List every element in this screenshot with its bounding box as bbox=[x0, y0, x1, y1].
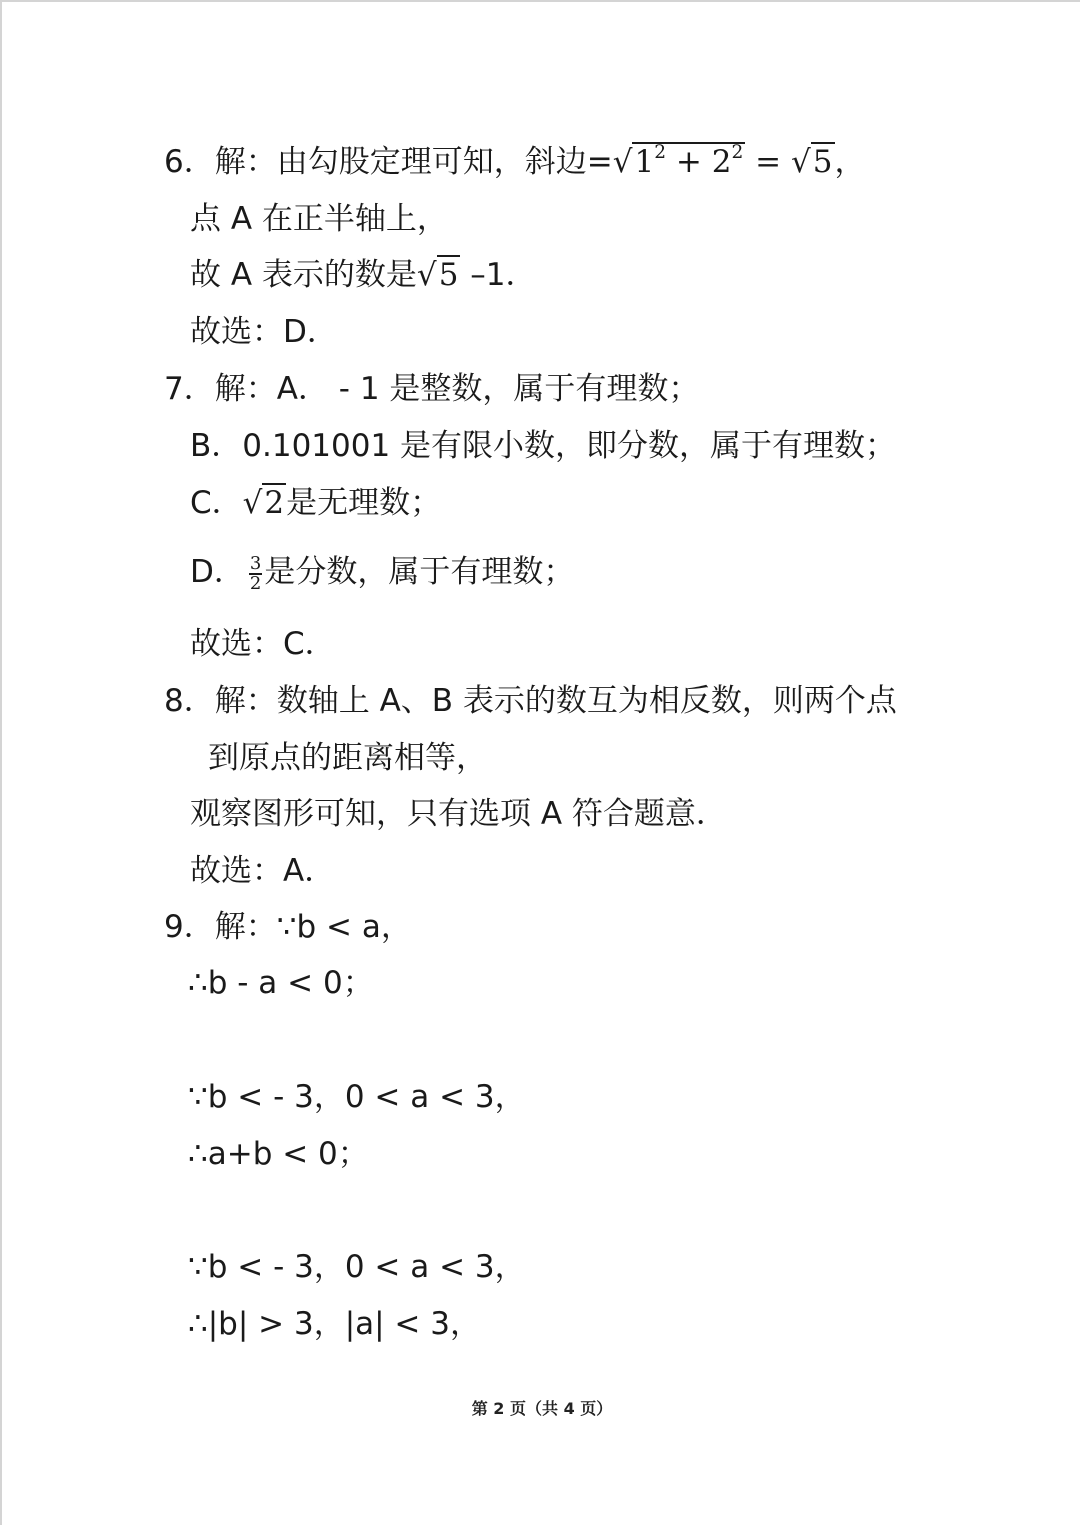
problem-7-answer: 故选：C． bbox=[190, 626, 336, 662]
option-a: A． - 1 是整数，属于有理数； bbox=[276, 371, 700, 407]
solve-label: 解： bbox=[214, 144, 277, 180]
option-d: D． $\frac{3}{2}$ 是分数，属于有理数； bbox=[190, 552, 575, 594]
problem-6-answer: 故选：D． bbox=[190, 314, 338, 350]
fraction: $\frac{3}{2}$ bbox=[249, 552, 262, 594]
problem-number: 6． bbox=[164, 144, 215, 180]
problem-9-line-6: ∴|b| > 3，|a| < 3， bbox=[188, 1306, 481, 1342]
sqrt-value: √5 bbox=[416, 257, 459, 293]
problem-9-line-5: ∵b < - 3，0 < a < 3， bbox=[188, 1249, 526, 1285]
problem-8-line-3: 观察图形可知，只有选项 A 符合题意． bbox=[190, 796, 727, 832]
problem-number: 7． bbox=[164, 371, 215, 407]
problem-8-answer: 故选：A． bbox=[190, 853, 336, 889]
problem-number: 8． bbox=[164, 683, 215, 719]
problem-9-line-2: ∴b - a < 0； bbox=[188, 965, 374, 1001]
problem-7-line-1 bbox=[164, 369, 699, 409]
problem-8-line-1: 8．解：数轴上 A、B 表示的数互为相反数，则两个点 bbox=[164, 683, 897, 719]
solve-label: 解： bbox=[214, 683, 277, 719]
problem-6-line-1: 6．解：由勾股定理可知，斜边$=√1^2 + 2^2 = √5$， bbox=[164, 142, 866, 180]
problem-9-line-1: 9．解：∵b < a， bbox=[164, 909, 412, 945]
statement: 由勾股定理可知，斜边= bbox=[276, 144, 613, 180]
solve-label: 解： bbox=[214, 371, 277, 407]
sqrt-expression: $√1^2 + 2^2$ bbox=[612, 142, 744, 180]
page-number-footer: 第 2 页（共 4 页） bbox=[471, 1399, 613, 1418]
problem-9-line-4: ∴a+b < 0； bbox=[188, 1136, 369, 1172]
problem-9-line-3: ∵b < - 3，0 < a < 3， bbox=[188, 1079, 526, 1115]
solve-label: 解： bbox=[214, 909, 277, 945]
problem-number: 9． bbox=[164, 909, 215, 945]
option-c: C．√2是无理数； bbox=[190, 485, 442, 521]
problem-6-line-3: 故 A 表示的数是√5 –1． bbox=[190, 257, 537, 293]
sqrt-result: √5 bbox=[791, 144, 833, 180]
problem-8-line-2: 到原点的距离相等， bbox=[208, 740, 487, 776]
option-b: B．0.101001 是有限小数，即分数，属于有理数； bbox=[190, 428, 897, 464]
problem-6-line-2: 点 A 在正半轴上， bbox=[190, 201, 448, 237]
